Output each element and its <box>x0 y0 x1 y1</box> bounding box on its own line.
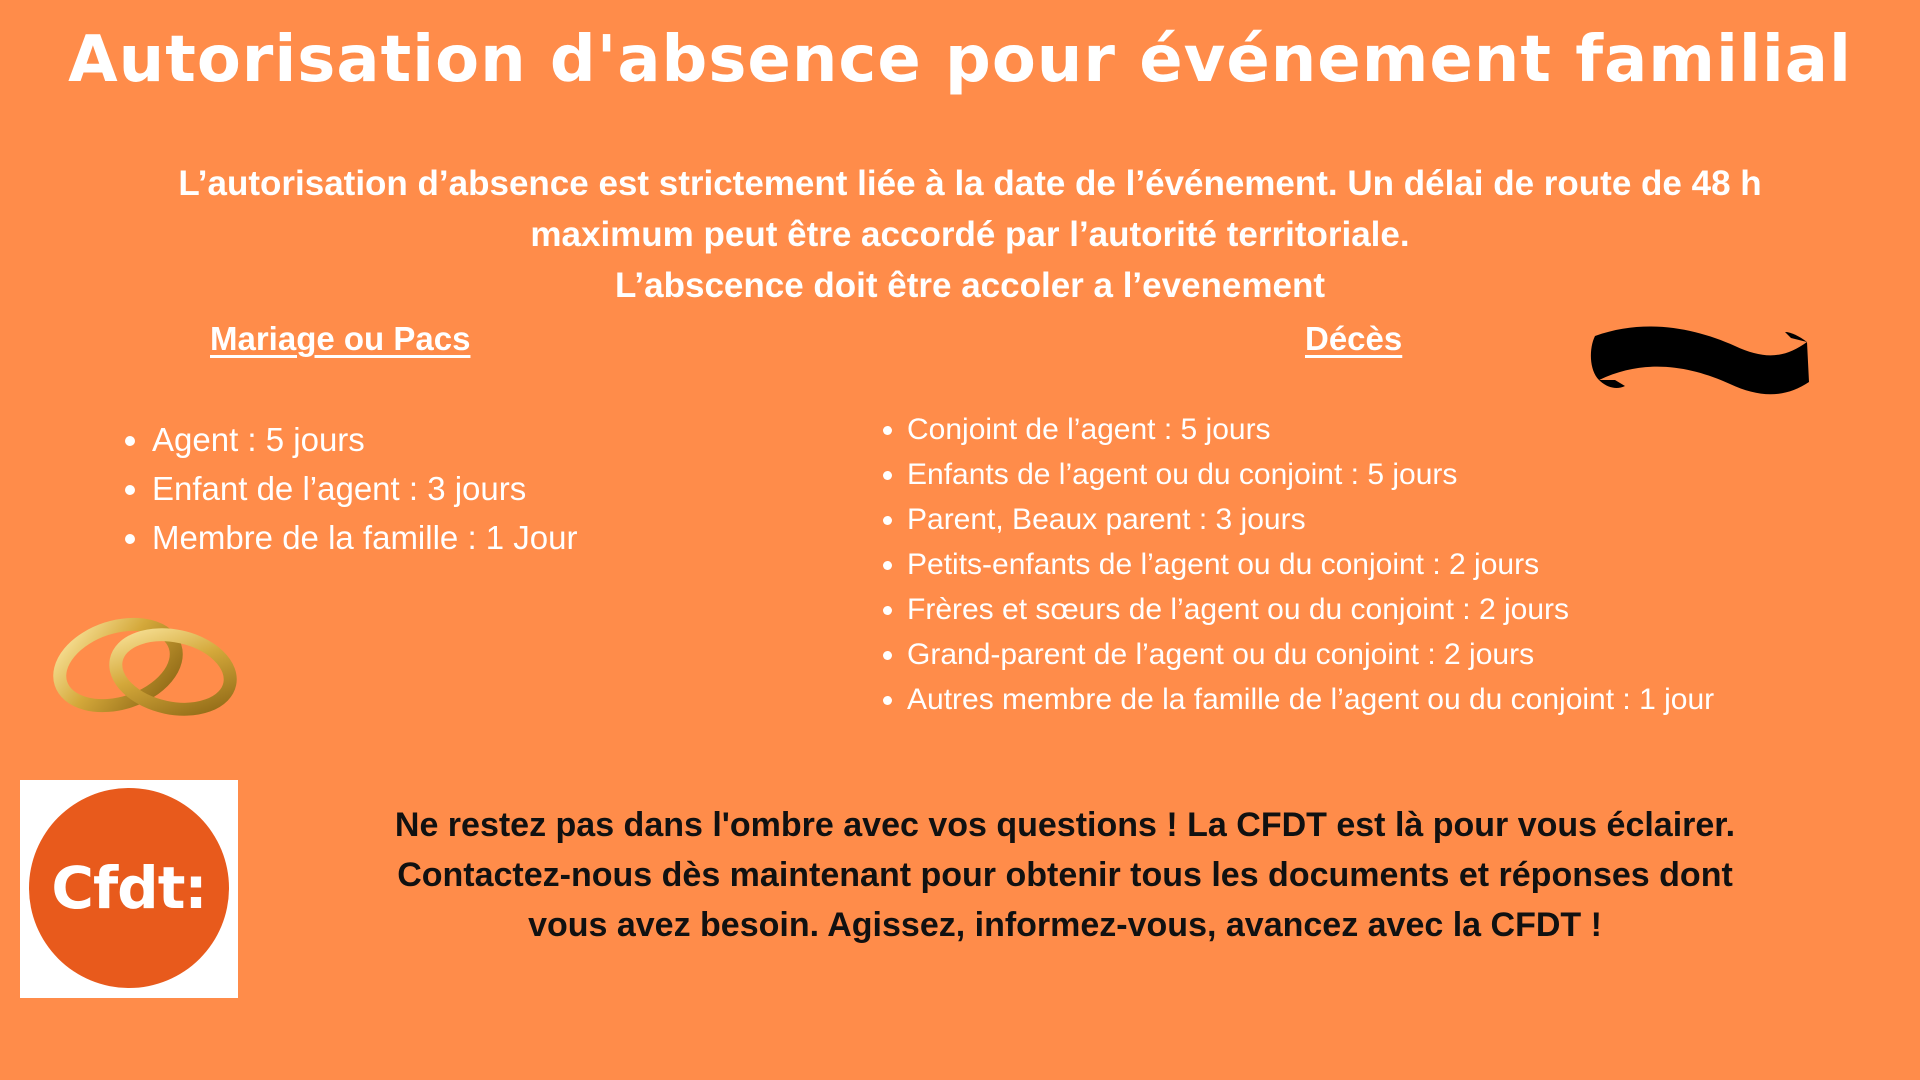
intro-line: L’autorisation d’absence est strictement liée à la date de l’événement. Un délai de route de 48 h <box>178 164 1762 203</box>
mariage-section-title: Mariage ou Pacs <box>210 320 471 357</box>
list-item: • Frères et sœurs de l’agent ou du conjoint : 2 jours <box>907 587 1714 632</box>
list-item: • Enfants de l’agent ou du conjoint : 5 jours <box>907 452 1714 497</box>
list-item: • Petits-enfants de l’agent ou du conjoint : 2 jours <box>907 542 1714 587</box>
cfdt-logo <box>20 780 238 998</box>
footer-line: vous avez besoin. Agissez, informez-vous, avancez avec la CFDT ! <box>528 906 1602 944</box>
intro-text <box>60 158 1880 311</box>
list-item: • Agent : 5 jours <box>152 415 578 464</box>
wedding-rings-icon <box>48 610 243 720</box>
intro-line: maximum peut être accordé par l’autorité territoriale. <box>530 215 1410 254</box>
footer-line: Ne restez pas dans l'ombre avec vos questions ! La CFDT est là pour vous éclairer. <box>394 806 1736 844</box>
list-item: • Autres membre de la famille de l’agent ou du conjoint : 1 jour <box>907 677 1714 722</box>
list-item: • Conjoint de l’agent : 5 jours <box>907 407 1714 452</box>
list-item: • Grand-parent de l’agent ou du conjoint : 2 jours <box>907 632 1714 677</box>
deces-list <box>875 407 1714 722</box>
list-item: • Enfant de l’agent : 3 jours <box>152 464 578 513</box>
footer-line: Contactez-nous dès maintenant pour obtenir tous les documents et réponses dont <box>397 856 1733 894</box>
list-item: • Parent, Beaux parent : 3 jours <box>907 497 1714 542</box>
page-title: Autorisation d'absence pour événement familial <box>68 23 1852 97</box>
cfdt-logo-text: Cfdt: <box>51 854 207 922</box>
footer-call-to-action <box>290 800 1840 950</box>
mourning-ribbon-icon <box>1585 318 1815 398</box>
deces-section-title: Décès <box>1305 320 1403 357</box>
cfdt-logo-circle <box>29 788 229 988</box>
intro-line: L’abscence doit être accoler a l’evenement <box>614 266 1326 305</box>
mariage-list <box>120 415 578 562</box>
list-item: • Membre de la famille : 1 Jour <box>152 513 578 562</box>
